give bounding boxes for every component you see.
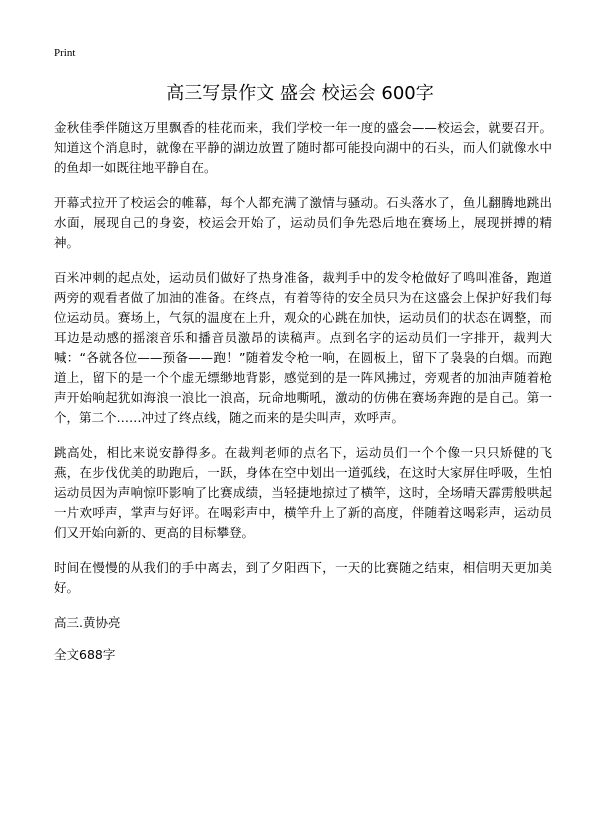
word-count: 全文688字 [54,647,116,662]
paragraph: 百米冲刺的起点处，运动员们做好了热身准备，裁判手中的发令枪做好了鸣叫准备，跑道两旁的观看者做了加油的准备。在终点，有着等待的安全员只为在这盛会上保护好我们每位运动员。赛场上，气氛的温度在上升，观众的心跳在加快，运动员们的状态在调整，而耳边是动感的摇滚音乐和播音员激昂的读稿声。点到名字的运动员们一字排开，裁判大喊：“各就各位——预备——跑！”随着发令枪一响，在圆板上，留下了袅袅的白烟。而跑道上，留下的是一个个虚无缥缈地背影，感觉到的是一阵风拂过，旁观者的加油声随着枪声开始响起犹如海浪一浪比一浪高，玩命地嘶吼，激动的仿佛在赛场奔跑的是自己。第一个，第二个……冲过了终点线，随之而来的是尖叫声，欢呼声。 [54,270,552,425]
paragraph: 金秋佳季伴随这万里飘香的桂花而来，我们学校一年一度的盛会——校运会，就要召开。知道这个消息时，就像在平静的湖边放置了随时都可能投向湖中的石头，而人们就像水中的鱼却一如既往地平静自在。 [54,120,552,175]
paragraph: 开幕式拉开了校运会的帷幕，每个人都充满了激情与骚动。石头落水了，鱼儿翻腾地跳出水面，展现自己的身姿，校运会开始了，运动员们争先恐后地在赛场上，展现拼搏的精神。 [54,195,552,250]
article-body [54,118,552,665]
print-link[interactable]: Print [54,47,76,59]
paragraph: 跳高处，相比来说安静得多。在裁判老师的点名下，运动员们一个个像一只只矫健的飞燕，在步伐优美的助跑后，一跃，身体在空中划出一道弧线，在这时大家屏住呼吸，生怕运动员因为声响惊吓影响了比赛成绩，当轻捷地掠过了横竿，这时，全场晴天霹雳般哄起一片欢呼声，掌声与好评。在喝彩声中，横竿升上了新的高度，伴随着这喝彩声，运动员们又开始向新的、更高的目标攀登。 [54,445,552,540]
paragraph: 时间在慢慢的从我们的手中离去，到了夕阳西下，一天的比赛随之结束，相信明天更加美好。 [54,560,552,595]
article-title: 高三写景作文 盛会 校运会 600字 [166,83,434,104]
author-line: 高三.黄协亮 [54,615,121,630]
